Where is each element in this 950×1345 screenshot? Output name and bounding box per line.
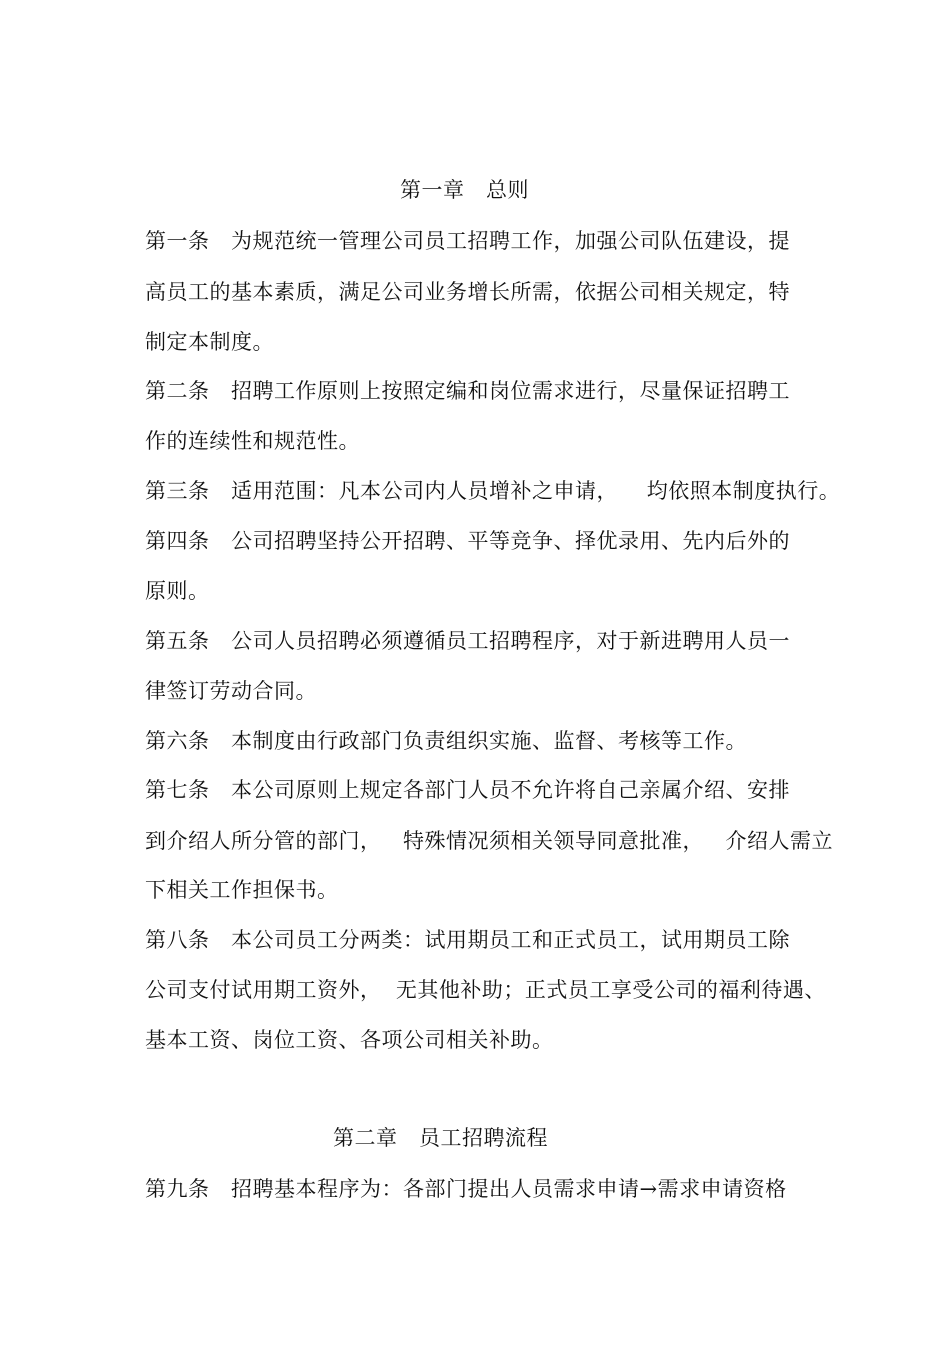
article-5-line-1: 第五条 公司人员招聘必须遵循员工招聘程序，对于新进聘用人员一 [145,629,791,653]
article-3-line-1: 第三条 适用范围：凡本公司内人员增补之申请， 均依照本制度执行。 [145,479,841,503]
article-8-line-3: 基本工资、岗位工资、各项公司相关补助。 [145,1028,554,1052]
article-2-line-2: 作的连续性和规范性。 [145,429,360,453]
article-1-line-1: 第一条 为规范统一管理公司员工招聘工作，加强公司队伍建设，提 [145,229,791,253]
article-7-line-2: 到介绍人所分管的部门， 特殊情况须相关领导同意批准， 介绍人需立 [145,829,834,853]
article-4-line-2: 原则。 [145,579,210,603]
article-4-line-1: 第四条 公司招聘坚持公开招聘、平等竞争、择优录用、先内后外的 [145,529,791,553]
article-8-line-2: 公司支付试用期工资外， 无其他补助；正式员工享受公司的福利待遇、 [145,978,826,1002]
article-1-line-2: 高员工的基本素质，满足公司业务增长所需，依据公司相关规定，特 [145,280,790,304]
article-2-line-1: 第二条 招聘工作原则上按照定编和岗位需求进行，尽量保证招聘工 [145,379,791,403]
article-7-line-1: 第七条 本公司原则上规定各部门人员不允许将自己亲属介绍、安排 [145,778,791,802]
article-6-line-1: 第六条 本制度由行政部门负责组织实施、监督、考核等工作。 [145,729,748,753]
article-9-line-1: 第九条 招聘基本程序为：各部门提出人员需求申请→需求申请资格 [145,1177,787,1201]
article-8-line-1: 第八条 本公司员工分两类：试用期员工和正式员工，试用期员工除 [145,928,791,952]
article-7-line-3: 下相关工作担保书。 [145,878,339,902]
chapter-2-title: 第二章 员工招聘流程 [333,1126,549,1150]
article-1-line-3: 制定本制度。 [145,330,274,354]
article-5-line-2: 律签订劳动合同。 [145,679,317,703]
chapter-1-title: 第一章 总则 [400,178,530,202]
